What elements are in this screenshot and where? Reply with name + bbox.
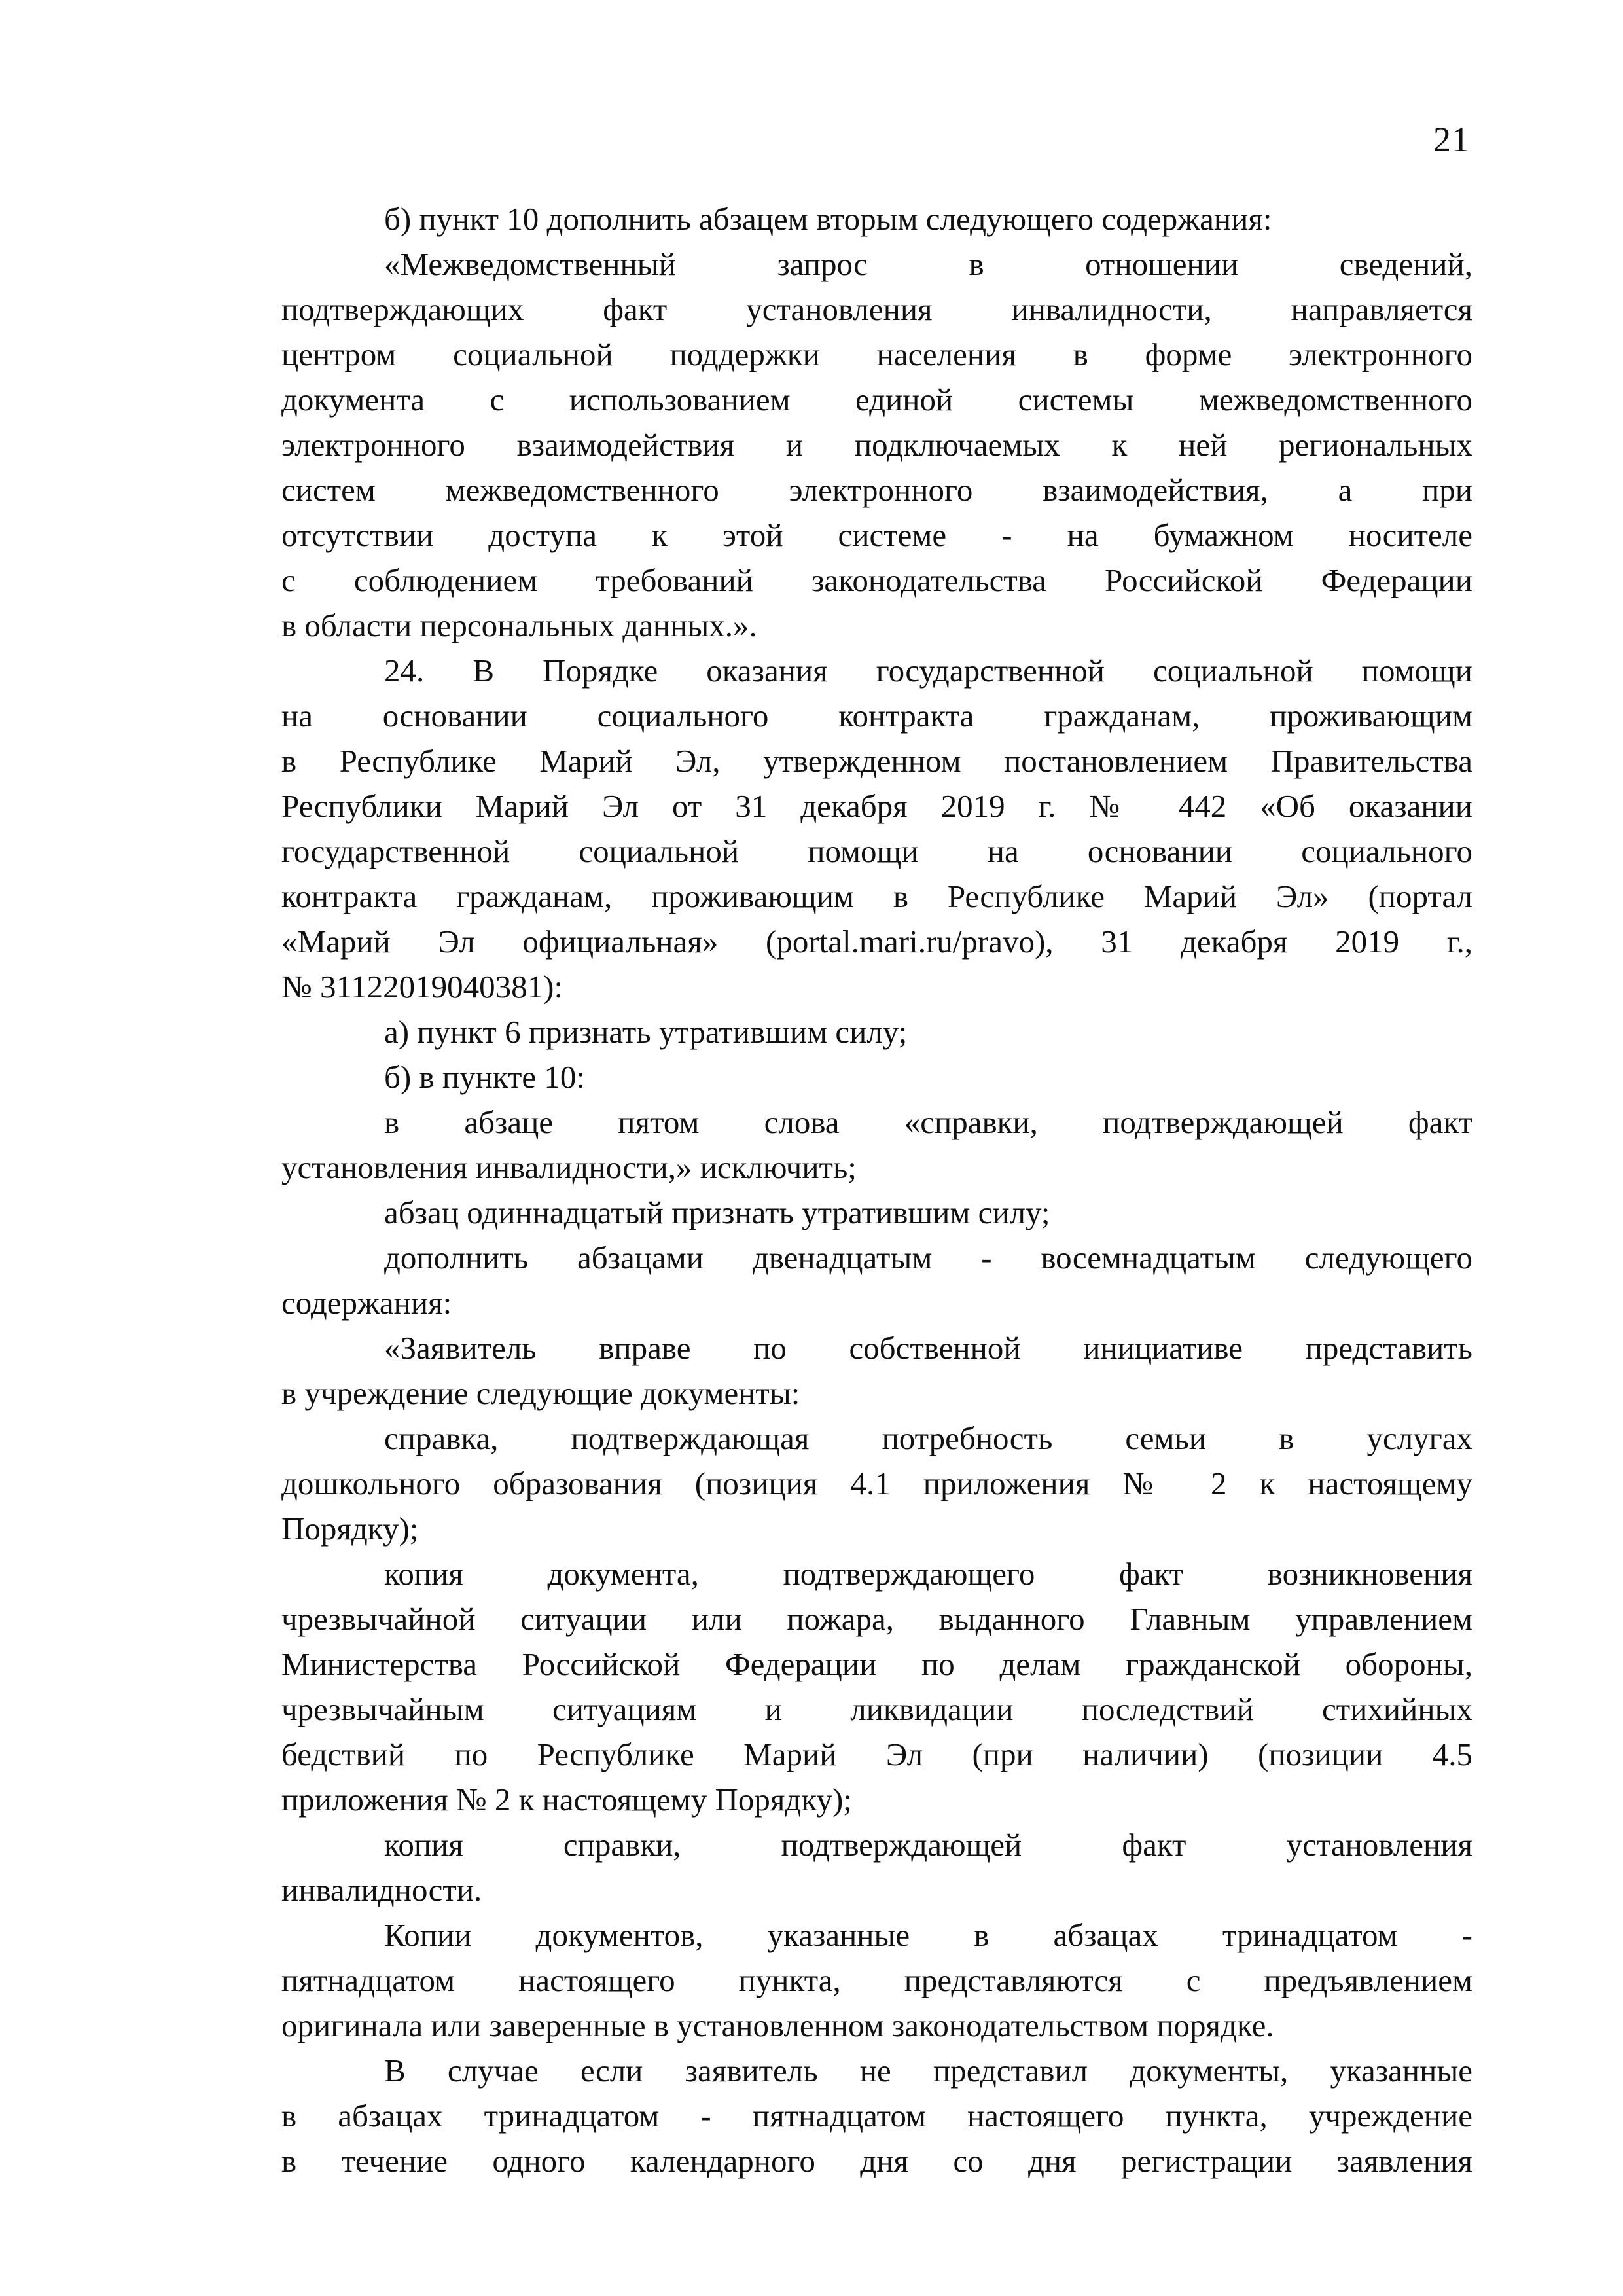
text-line: Копии документов, указанные в абзацах тринадцатом -	[384, 1917, 1472, 1953]
text-line: № 31122019040381):	[281, 969, 563, 1005]
text-line: на основании социального контракта гражданам, проживающим	[281, 698, 1472, 734]
text-line: установления инвалидности,» исключить;	[281, 1149, 857, 1185]
text-line: б) пункт 10 дополнить абзацем вторым следующего содержания:	[384, 201, 1272, 237]
document-text	[281, 196, 1472, 2183]
text-line: а) пункт 6 признать утратившим силу;	[384, 1014, 908, 1050]
text-line: центром социальной поддержки населения в форме электронного	[281, 336, 1472, 372]
text-line: в области персональных данных.».	[281, 607, 757, 643]
text-line: Министерства Российской Федерации по делам гражданской обороны,	[281, 1646, 1472, 1682]
text-line: систем межведомственного электронного взаимодействия, а при	[281, 472, 1472, 508]
text-line: отсутствии доступа к этой системе - на бумажном носителе	[281, 517, 1472, 553]
text-line: государственной социальной помощи на основании социального	[281, 833, 1472, 869]
text-line: в абзаце пятом слова «справки, подтверждающей факт	[384, 1104, 1472, 1140]
text-line: с соблюдением требований законодательства Российской Федерации	[281, 562, 1472, 598]
text-line: «Заявитель вправе по собственной инициативе представить	[384, 1330, 1472, 1366]
text-line: абзац одиннадцатый признать утратившим силу;	[384, 1194, 1050, 1230]
text-line: бедствий по Республике Марий Эл (при наличии) (позиции 4.5	[281, 1736, 1472, 1772]
text-line: 24. В Порядке оказания государственной социальной помощи	[384, 653, 1472, 689]
text-line: Порядку);	[281, 1511, 419, 1547]
text-line: чрезвычайной ситуации или пожара, выданного Главным управлением	[281, 1601, 1472, 1637]
text-line: В случае если заявитель не представил документы, указанные	[384, 2053, 1472, 2089]
text-line: приложения № 2 к настоящему Порядку);	[281, 1782, 852, 1818]
text-line: «Межведомственный запрос в отношении сведений,	[384, 246, 1472, 282]
text-line: в Республике Марий Эл, утвержденном постановлением Правительства	[281, 743, 1472, 779]
text-line: оригинала или заверенные в установленном законодательством порядке.	[281, 2007, 1274, 2043]
page-number: 21	[1433, 120, 1470, 159]
text-line: копия документа, подтверждающего факт возникновения	[384, 1556, 1472, 1592]
text-line: в учреждение следующие документы:	[281, 1375, 800, 1411]
text-line: инвалидности.	[281, 1872, 482, 1908]
text-line: содержания:	[281, 1285, 452, 1321]
text-line: справка, подтверждающая потребность семьи в услугах	[384, 1420, 1472, 1456]
text-line: пятнадцатом настоящего пункта, представляются с предъявлением	[281, 1962, 1472, 1998]
text-line: в течение одного календарного дня со дня регистрации заявления	[281, 2143, 1472, 2179]
text-line: подтверждающих факт установления инвалидности, направляется	[281, 291, 1472, 327]
text-line: чрезвычайным ситуациям и ликвидации последствий стихийных	[281, 1691, 1472, 1727]
text-line: б) в пункте 10:	[384, 1059, 586, 1095]
text-line: дополнить абзацами двенадцатым - восемнадцатым следующего	[384, 1240, 1472, 1276]
text-line: электронного взаимодействия и подключаемых к ней региональных	[281, 427, 1472, 463]
text-line: Республики Марий Эл от 31 декабря 2019 г. № 442 «Об оказании	[281, 788, 1472, 824]
text-line: дошкольного образования (позиция 4.1 приложения № 2 к настоящему	[281, 1465, 1472, 1501]
text-line: копия справки, подтверждающей факт установления	[384, 1827, 1472, 1863]
text-line: в абзацах тринадцатом - пятнадцатом настоящего пункта, учреждение	[281, 2098, 1472, 2134]
text-line: документа с использованием единой системы межведомственного	[281, 382, 1472, 418]
text-line: «Марий Эл официальная» (portal.mari.ru/pravo), 31 декабря 2019 г.,	[281, 924, 1472, 960]
text-line: контракта гражданам, проживающим в Республике Марий Эл» (портал	[281, 878, 1472, 914]
